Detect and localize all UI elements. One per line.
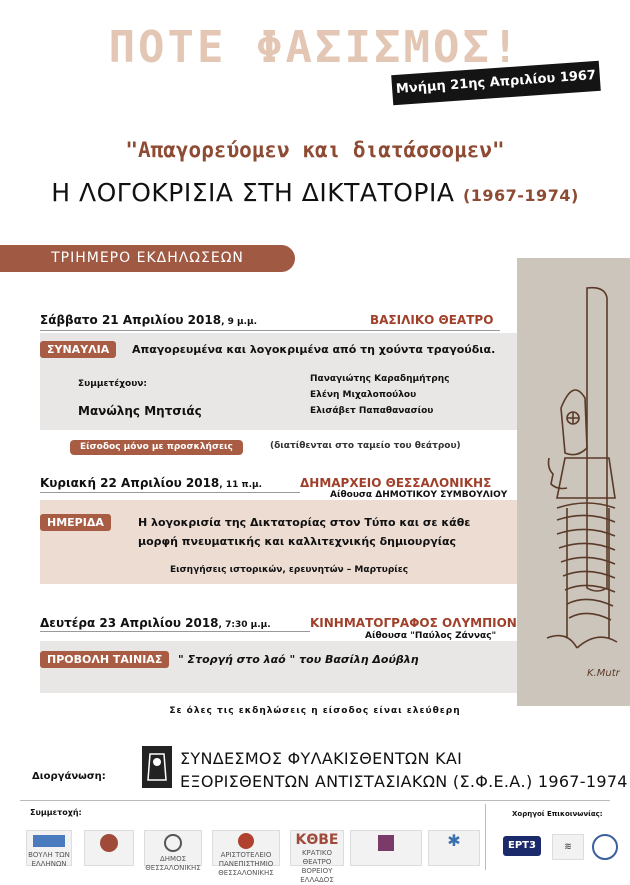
event2-time: , 11 π.μ. <box>219 480 263 490</box>
radio-waves-icon: ≋ <box>564 842 572 852</box>
three-day-banner: ΤΡΙΗΜΕΡΟ ΕΚΔΗΛΩΣΕΩΝ <box>0 245 295 272</box>
event3-venue-sub: Αίθουσα "Παύλος Ζάννας" <box>365 631 497 641</box>
region-emblem-icon <box>100 834 118 852</box>
logo-circle-emblem-icon <box>592 834 618 860</box>
festival-star-icon: ✱ <box>447 831 461 850</box>
logo-region <box>84 830 134 866</box>
logo-parliament-label: ΒΟΥΛΗ ΤΩΝ ΕΛΛΗΝΩΝ <box>28 851 70 868</box>
event2-note: Εισηγήσεις ιστορικών, ερευνητών – Μαρτυρίες <box>170 565 409 575</box>
municipality-emblem-icon <box>164 834 182 852</box>
quote-title: "Απαγορεύομεν και διατάσσομεν" <box>125 138 505 162</box>
logo-auth <box>212 830 280 877</box>
event2-date-text: Κυριακή 22 Απριλίου 2018 <box>40 476 220 490</box>
logo-ert3: ΕΡΤ3 <box>503 836 541 856</box>
event2-venue-sub: Αίθουσα ΔΗΜΟΤΙΚΟΥ ΣΥΜΒΟΥΛΙΟΥ <box>330 490 508 500</box>
logo-festival <box>428 830 480 866</box>
artist-signature: K.Mutr <box>587 668 620 679</box>
event1-divider <box>40 330 500 331</box>
logo-kthbe-mark: ΚΘΒΕ <box>295 832 339 848</box>
event1-participants-label: Συμμετέχουν: <box>78 379 148 389</box>
censorship-years: (1967-1974) <box>462 186 579 205</box>
event1-artist-3: Ελισάβετ Παπαθανασίου <box>310 406 434 416</box>
event1-entry-pill: Είσοδος μόνο με προσκλήσεις <box>70 440 243 455</box>
logo-municipality <box>144 830 202 872</box>
event2-description-line2: μορφή πνευματικής και καλλιτεχνικής δημιουργίας <box>138 535 457 548</box>
event1-artist-2: Ελένη Μιχαλοπούλου <box>310 390 417 400</box>
event3-date-text: Δευτέρα 23 Απριλίου 2018 <box>40 616 219 630</box>
bound-figure-drawing <box>517 258 630 706</box>
event2-tag: ΗΜΕΡΙΔΑ <box>40 514 111 531</box>
organizer-name-line2: ΕΞΟΡΙΣΘΕΝΤΩΝ ΑΝΤΙΣΤΑΣΙΑΚΩΝ (Σ.Φ.Ε.Α.) 1967-1974 <box>180 772 628 791</box>
logo-kthbe-label: ΚΡΑΤΙΚΟ ΘΕΑΤΡΟ ΒΟΡΕΙΟΥ ΕΛΛΑΔΟΣ <box>300 849 334 884</box>
event1-lead-artist: Μανώλης Μητσιάς <box>78 404 202 418</box>
event1-date-text: Σάββατο 21 Απριλίου 2018 <box>40 313 222 327</box>
event1-entry-note: (διατίθενται στο ταμείο του θεάτρου) <box>270 441 461 451</box>
event3-venue: ΚΙΝΗΜΑΤΟΓΡΑΦΟΣ ΟΛΥΜΠΙΟΝ <box>310 616 517 630</box>
free-entry-note: Σε όλες τις εκδηλώσεις η είσοδος είναι ελεύθερη <box>169 706 461 716</box>
event2-date <box>40 476 262 490</box>
event1-description: Απαγορευμένα και λογοκριμένα από τη χούντα τραγούδια. <box>132 343 496 356</box>
event1-artist-1: Παναγιώτης Καραδημήτρης <box>310 374 450 384</box>
logo-radio <box>552 834 584 860</box>
main-title: ΠΟΤΕ ΦΑΣΙΣΜΟΣ! <box>108 22 522 73</box>
museum-emblem-icon <box>378 835 394 851</box>
parliament-emblem-icon <box>33 835 65 847</box>
logo-parliament <box>26 830 72 866</box>
organizer-name-line1: ΣΥΝΔΕΣΜΟΣ ΦΥΛΑΚΙΣΘΕΝΤΩΝ ΚΑΙ <box>180 749 463 768</box>
logo-kthbe <box>290 830 344 884</box>
event2-description-line1: Η λογοκρισία της Δικτατορίας στον Τύπο και σε κάθε <box>138 516 471 529</box>
footer-divider <box>20 800 610 801</box>
event3-tag: ΠΡΟΒΟΛΗ ΤΑΙΝΙΑΣ <box>40 651 169 668</box>
event3-divider <box>40 631 310 632</box>
logo-auth-label: ΑΡΙΣΤΟΤΕΛΕΙΟ ΠΑΝΕΠΙΣΤΗΜΙΟ ΘΕΣΣΑΛΟΝΙΚΗΣ <box>218 851 274 877</box>
censorship-title <box>0 178 630 207</box>
memory-badge: Μνήμη 21ης Απριλίου 1967 <box>391 61 601 105</box>
event2-venue: ΔΗΜΑΡΧΕΙΟ ΘΕΣΣΑΛΟΝΙΚΗΣ <box>300 476 492 490</box>
censorship-title-text: Η ΛΟΓΟΚΡΙΣΙΑ ΣΤΗ ΔΙΚΤΑΤΟΡΙΑ <box>51 178 455 207</box>
event1-time: , 9 μ.μ. <box>221 317 258 327</box>
sponsors-label: Χορηγοί Επικοινωνίας: <box>512 810 603 818</box>
event3-time: , 7:30 μ.μ. <box>218 620 271 630</box>
auth-emblem-icon <box>238 833 254 849</box>
event1-tag: ΣΥΝΑΥΛΙΑ <box>40 341 116 358</box>
event1-venue: ΒΑΣΙΛΙΚΟ ΘΕΑΤΡΟ <box>370 313 494 327</box>
logo-municipality-label: ΔΗΜΟΣ ΘΕΣΣΑΛΟΝΙΚΗΣ <box>145 855 201 872</box>
event2-divider <box>40 492 300 493</box>
organizer-emblem-icon <box>142 746 172 788</box>
logo-museum <box>350 830 422 866</box>
participation-label: Συμμετοχή: <box>30 808 82 817</box>
footer-vertical-divider <box>485 804 486 870</box>
event3-description: " Στοργή στο λαό " του Βασίλη Δούβλη <box>178 653 419 666</box>
organizer-label: Διοργάνωση: <box>32 771 106 782</box>
event3-date <box>40 616 271 630</box>
artwork-panel <box>517 258 630 706</box>
event1-date <box>40 313 257 327</box>
